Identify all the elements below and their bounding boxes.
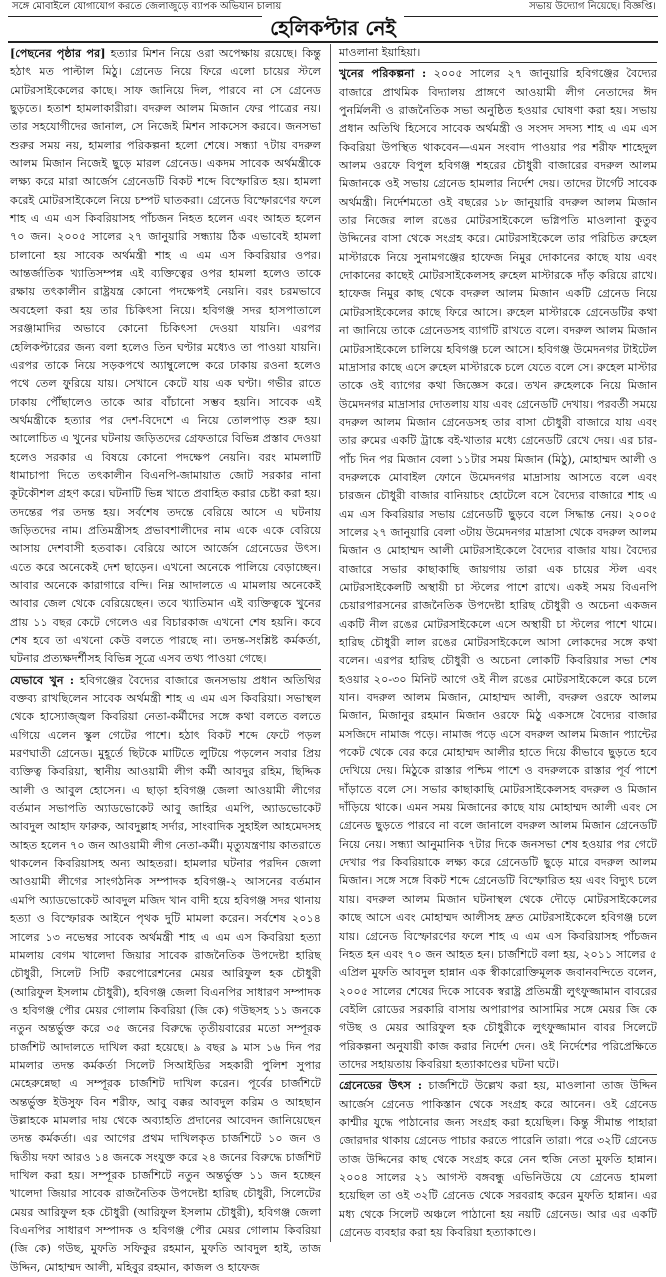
top-strip-right: সভায় উদ্যোগ নিয়েছে। বিজ্ঞপ্তি। (529, 1, 656, 12)
subheading-grenade-source: গ্রেনেডের উৎস : (339, 1078, 422, 1093)
paragraph-text: ২০০৫ সালের ২৭ জানুয়ারি হবিগঞ্জের বৈদ্যের বাজারে প্রাথমিক বিদ্যালয় প্রাঙ্গণে আওয়ামী লীগ নেতাদের ঈদ পুনর্মিলনী ও রাজনৈতিক সভা অনুষ্ঠিত হওয়ার ঘোষণা করা হয়। সভায় প্রধান অতিথি হিসেবে সাবেক অর্থমন্ত্রী ও সংসদ সদস্য শাহ এ এম এস কিবরিয়া উপস্থিত থাকবেন—এমন সংবাদ পাওয়ার পর শরীফ শাহেদুল আলম ওরফে বিপুল হবিগঞ্জ শহরের চৌধুরী বাজারের বদরুল আলম মিজানকে ওই সভায় গ্রেনেড হামলার নির্দেশ দেয়। তাদের টার্গেট সাবেক অর্থমন্ত্রী। নির্দেশমতো ওই বছরের ১৮ জানুয়ারি বদরুল আলম মিজান তার নিজের লাল রঙের মোটরসাইকেলে ভগ্নিপতি মাওলানা কুতুব উদ্দিনের বাসা থেকে সংগ্রহ করে। মোটরসাইকেলে তার পরিচিত রুহেল মাস্টারকে নিয়ে সুনামগঞ্জের হাফেজ নিমুর দোকানের কাছে যায় এবং দোকানের কাছেই মোটরসাইকেলসহ রুহেল মাস্টারকে দাঁড় করিয়ে রাখে। হাফেজ নিমুর কাছ থেকে বদরুল আলম মিজান একটি গ্রেনেড নিয়ে মোটরসাইকেলের কাছে ফিরে আসে। রুহেল মাস্টারকে গ্রেনেডটির কথা না জানিয়ে তাকে গ্রেনেডসহ ব্যাগটি রাখতে বলে। বদরুল আলম মিজান মোটরসাইকেলে চালিয়ে হবিগঞ্জ চলে আসে। হবিগঞ্জ উমেদনগর টাইটেল মাদ্রাসার কাছে এসে রুহেল মাস্টারকে চলে যেতে বলে সে। রুহেল মাস্টার তাকে ওই ব্যাগের কথা জিজ্ঞেস করে। তখন রুহেলকে নিয়ে মিজান উমেদনগর মাদ্রাসার দোতলায় যায় এবং গ্রেনেডটি দেখায়। পরবর্তী সময়ে বদরুল আলম মিজান গ্রেনেডসহ তার বাসা চৌধুরী বাজারে যায় এবং তার রুমের একটি ট্রাঙ্কে বই-খাতার মধ্যে গ্রেনেডটি রেখে দেয়। এর চার-পাঁচ দিন পর মিজান বেলা ১১টার সময় মিজান (মিঠু), মোহাম্মদ আলী ও বদরুলকে মোবাইল ফোনে উমেদনগর মাদ্রাসায় আসতে বলে এবং চারজন চৌধুরী বাজার বানিয়াচং হোটেলে বসে বৈদ্যের বাজারে শাহ এ এম এস কিবরিয়ার সভায় গ্রেনেডটি ছুড়বে বলে সিদ্ধান্ত নেয়। ২০০৫ সালের ২৭ জানুয়ারি বেলা ৩টায় উমেদনগর মাদ্রাসা থেকে বদরুল আলম মিজান ও মোহাম্মদ আলী মোটরসাইকেলে বৈদ্যের বাজার যায়। বৈদ্যের বাজারে সভার কাছাকাছি জায়গায় তারা এক চায়ের স্টল এবং মোটরসাইকেলটি অস্থায়ী চা স্টলের পাশে রাখে। একই সময় বিএনপি চেয়ারপারসনের রাজনৈতিক উপদেষ্টা হারিছ চৌধুরী ও অচেনা একজন একটি নীল রঙের মোটরসাইকেলে এসে অস্থায়ী চা স্টলের পাশে থামে। হারিছ চৌধুরী লাল রঙের মোটরসাইকেলে আসা লোকদের সঙ্গে কথা বলেন। এরপর হারিছ চৌধুরী ও অচেনা লোকটি কিবরিয়ার সভা শেষ হওয়ার ২০-৩০ মিনিট আগে ওই নীল রঙের মোটরসাইকেলে করে চলে যান। বদরুল আলম মিজান, মোহাম্মদ আলী, বদরুল ওরফে আলম মিজান, মিজানুর রহমান মিজান ওরফে মিঠু একসঙ্গে বৈদ্যের বাজার মসজিদে নামাজ পড়ে। নামাজ পড়ে এসে বদরুল আলম মিজান প্যান্টের পকেট থেকে বের করে মোহাম্মদ আলীর হাতে দিয়ে কীভাবে ছুড়তে হবে দেখিয়ে দেয়। মিঠুকে রাস্তার পশ্চিম পাশে ও বদরুলকে রাস্তার পূর্ব পাশে দাঁড়াতে বলে সে। সভার কাছাকাছি মোটরসাইকেলসহ বদরুল ও মিজান দাঁড়িয়ে থাকে। এমন সময় মিজানের কাছে যায় মোহাম্মদ আলী এবং সে গ্রেনেড ছুড়তে পারবে না বলে জানালে বদরুল আলম মিজান গ্রেনেডটি নিয়ে নেয়। সন্ধ্যা আনুমানিক ৭টার দিকে জনসভা শেষ হওয়ার পর গেটে দেখার পর কিবরিয়াকে লক্ষ্য করে গ্রেনেডটি ছুড়ে মারে বদরুল আলম মিজান। সঙ্গে সঙ্গে বিকট শব্দে গ্রেনেডটি বিস্ফোরিত হয় এবং বিদ্যুৎ চলে যায়। বদরুল আলম মিজান ঘটনাস্থল থেকে দৌড়ে মোটরসাইকেলের কাছে আসে এবং মোহাম্মদ আলীসহ দ্রুত মোটরসাইকেলে হবিগঞ্জ চলে যায়। গ্রেনেড বিস্ফোরণের ফলে শাহ এ এম এস কিবরিয়াসহ পাঁচজন নিহত হন এবং ৭০ জন আহত হন। চার্জশিটে বলা হয়, ২০১১ সালের ৫ এপ্রিল মুফতি আবদুল হান্নান এক স্বীকারোক্তিমূলক জবানবন্দিতে বলেন, ২০০৫ সালের শেষের দিকে সাবেক স্বরাষ্ট্র প্রতিমন্ত্রী লুৎফুজ্জামান বাবরের বেইলি রোডের সরকারি বাসায় অপারাপর আসামির সঙ্গে মেয়র জি কে গউছ ও মেয়র আরিফুল হক চৌধুরীকে লুৎফুজ্জামান বাবর সিলেটে পরিকল্পনা অনুযায়ী কাজ করার নির্দেশ দেন। ওই নির্দেশের পরিপ্রেক্ষিতে তাদের সহায়তায় কিবরিয়া হত্যাকাণ্ডের ঘটনা ঘটে। (339, 67, 657, 1071)
subheading-murder-plan: খুনের পরিকল্পনা : (339, 66, 427, 81)
headline (0, 15, 666, 41)
left-column (10, 44, 321, 1274)
top-strip-left: সঙ্গে মোবাইলে যোগাযোগ করতে জেলাজুড়ে ব্যাপক অভিযান চালায় (12, 1, 282, 12)
paragraph-carryover (339, 44, 657, 62)
top-strip (0, 0, 666, 14)
column-divider (330, 44, 331, 1242)
paragraph-text: চার্জশিটে উল্লেখ করা হয়, মাওলানা তাজ উদ্দিন আর্জেস গ্রেনেড পাকিস্তান থেকে সংগ্রহ করে আনেন। ওই গ্রেনেড কাশ্মীর যুদ্ধে পাঠানোর জন্য সংগ্রহ করা হয়েছিল। কিন্তু সীমান্ত পাহারা জোরদার থাকায় গ্রেনেড পাচার করতে পারেনি তারা। পরে ৩২টি গ্রেনেড তাজ উদ্দিনের কাছ থেকে সংগ্রহ করে নেন হুজি নেতা মুফতি হান্নান। ২০০৪ সালের ২১ আগস্ট বঙ্গবন্ধু এভিনিউয়ে যে গ্রেনেড হামলা হয়েছিল তা ওই ৩২টি গ্রেনেড থেকে সরবরাহ করেন মুফতি হান্নান। এর মধ্য থেকে সিলেট অঞ্চলে পাঠানো হয় নয়টি গ্রেনেড। আর এর একটি গ্রেনেড ব্যবহার করা হয় কিবরিয়া হত্যাকাণ্ডে। (339, 1079, 657, 1239)
paragraph-continued (10, 44, 321, 669)
paragraph-text: মাওলানা ইয়াহিয়া। (339, 46, 421, 59)
paragraph-grenade-source (339, 1074, 657, 1242)
paragraph-murder-plan (339, 62, 657, 1074)
subheading-how-killed: যেভাবে খুন : (10, 672, 74, 687)
headline-rule (8, 41, 658, 43)
paragraph-how-killed (10, 669, 321, 1277)
continued-marker: [পেছনের পৃষ্ঠার পর] (10, 46, 106, 60)
right-column (339, 44, 657, 1242)
paragraph-text: হবিগঞ্জের বৈদ্যের বাজারে জনসভায় প্রধান অতিথির বক্তব্য রাখছিলেন সাবেক অর্থমন্ত্রী শাহ এ এম এস কিবরিয়া। সভাস্থল থেকে হাস্যোজ্জ্বল কিবরিয়া নেতা-কর্মীদের সঙ্গে কথা বলতে বলতে এগিয়ে এলেন স্কুল গেটের পাশে। হঠাৎ বিকট শব্দে ফেটে পড়ল মরণঘাতী গ্রেনেড। মুহূর্তে ছিটকে মাটিতে লুটিয়ে পড়লেন সবার প্রিয় ব্যক্তিত্ব কিবরিয়া, স্থানীয় আওয়ামী লীগ কর্মী আবদুর রহিম, ছিদ্দিক আলী ও আবুল হোসেন। এ ছাড়া হবিগঞ্জ জেলা আওয়ামী লীগের বর্তমান সভাপতি অ্যাডভোকেট আবু জাহির এমপি, অ্যাডভোকেট আবদুল আহাদ ফারুক, আবদুল্লাহ সর্দার, সাংবাদিক সুহাইল আহমেদসহ আহত হলেন ৭০ জন আওয়ামী লীগ নেতা-কর্মী। মৃত্যুযন্ত্রণায় কাতরাতে থাকলেন কিবরিয়াসহ অন্য আহতরা। হামলার ঘটনার পরদিন জেলা আওয়ামী লীগের সাংগঠনিক সম্পাদক হবিগঞ্জ-২ আসনের বর্তমান এমপি অ্যাডভোকেট আবদুল মজিদ খান বাদী হয়ে হবিগঞ্জ সদর থানায় হত্যা ও বিস্ফোরক আইনে পৃথক দুটি মামলা করেন। সর্বশেষ ২০১৪ সালের ১৩ নভেম্বর সাবেক অর্থমন্ত্রী শাহ এ এম এস কিবরিয়া হত্যা মামলায় বেগম খালেদা জিয়ার সাবেক রাজনৈতিক উপদেষ্টা হারিছ চৌধুরী, সিলেট সিটি করপোরেশনের মেয়র আরিফুল হক চৌধুরী (আরিফুল ইসলাম চৌধুরী), হবিগঞ্জ জেলা বিএনপির সাধারণ সম্পাদক ও হবিগঞ্জ পৌর মেয়র গোলাম কিবরিয়া (জি কে) গউছসহ ১১ জনকে নতুন অন্তর্ভুক্ত করে ৩৫ জনের বিরুদ্ধে তৃতীয়বারের মতো সম্পূরক চার্জশিট আদালতে দাখিল করা হয়েছে। ৯ বছর ৯ মাস ১৬ দিন পর মামলার তদন্ত কর্মকর্তা সিলেট সিআইডির সহকারী পুলিশ সুপার মেহেরুন্নেছা এ সম্পূরক চার্জশিট দাখিল করেন। পূর্বের চার্জশিটে অন্তর্ভুক্ত ইউসুফ বিন শরীফ, আবু বক্কর আবদুল করিম ও আহছান উল্লাহকে মামলার দায় থেকে অব্যাহতি প্রদানের আবেদন জানিয়েছেন তদন্ত কর্মকর্তা। এর আগের প্রথম দাখিলকৃত চার্জশিটে ১০ জন ও দ্বিতীয় দফা আরও ১৪ জনকে সংযুক্ত করে ২৪ জনের বিরুদ্ধে চার্জশিট দাখিল করা হয়। সম্পূরক চার্জশিটে নতুন অন্তর্ভুক্ত ১১ জন হচ্ছেন খালেদা জিয়ার সাবেক রাজনৈতিক উপদেষ্টা হারিছ চৌধুরী, সিলেটের মেয়র আরিফুল হক চৌধুরী (আরিফুল ইসলাম চৌধুরী), হবিগঞ্জ জেলা বিএনপির সাধারণ সম্পাদক ও হবিগঞ্জ পৌর মেয়র গোলাম কিবরিয়া (জি কে) গউছ, মুফতি সফিকুর রহমান, মুফতি আবদুল হাই, তাজ উদ্দিন, মোহাম্মদ আলী, মহিবুর রহমান, কাজল ও হাফেজ (10, 673, 321, 1274)
headline-text: হেলিকপ্টার নেই (262, 16, 404, 40)
paragraph-text: হত্যার মিশন নিয়ে ওরা অপেক্ষায় রয়েছে। কিন্তু হঠাৎ মত পাল্টাল মিঠু। গ্রেনেড নিয়ে ফিরে এলো চায়ের স্টলে মোটরসাইকেলের কাছে। সাফ জানিয়ে দিল, পারবে না সে গ্রেনেড ছুড়তে। হতাশ হামলাকারীরা। বদরুল আলম মিজান ফের পাত্রের নয়। তার সহযোগীদের জানাল, সে নিজেই মিশন সাকসেস করবে। জনসভা শুরুর সময় নয়, হামলার পরিকল্পনা হলো শেষে। সন্ধ্যা ৭টায় বদরুল আলম মিজান নিজেই ছুড়ে মারল গ্রেনেড। একদম সাবেক অর্থমন্ত্রীকে লক্ষ্য করে মারা আর্জেস গ্রেনেডটি বিকট শব্দে বিস্ফোরিত হয়। হামলা করেই মোটরসাইকেলে নিয়ে চম্পট ঘাতকরা। গ্রেনেড বিস্ফোরণের ফলে শাহ এ এম এস কিবরিয়াসহ পাঁচজন নিহত হলেন এবং আহত হলেন ৭০ জন। ২০০৫ সালের ২৭ জানুয়ারি সন্ধ্যায় ঠিক এভাবেই হামলা চালানো হয় সাবেক অর্থমন্ত্রী শাহ এ এম এস কিবরিয়ার ওপর। আন্তর্জাতিক খ্যাতিসম্পন্ন এই ব্যক্তিত্বের ওপর হামলা হলেও তাকে রক্ষায় তৎকালীন রাষ্ট্রযন্ত্র কোনো পদক্ষেপই নেয়নি। বরং চরমভাবে অবহেলা করা হয় তার চিকিৎসা নিয়ে। হবিগঞ্জ সদর হাসপাতালে সরঞ্জামাদির অভাবে কোনো চিকিৎসা দেওয়া যায়নি। এরপর হেলিকপ্টারের জন্য বলা হলেও তিন ঘণ্টার মধ্যেও তা পাওয়া যায়নি। এরপর তাকে নিয়ে সড়কপথে অ্যাম্বুলেন্সে করে ঢাকায় রওনা হলেও পথে তেল ফুরিয়ে যায়। সেখানে কেটে যায় এক ঘণ্টা। গভীর রাতে ঢাকায় পৌঁছালেও তাকে আর বাঁচানো সম্ভব হয়নি। সাবেক এই অর্থমন্ত্রীকে হত্যার পর দেশ-বিদেশে এ নিয়ে তোলপাড় শুরু হয়। আলোচিত এ খুনের ঘটনায় জড়িতদের গ্রেফতারে বিভিন্ন প্রস্তাব দেওয়া হলেও সরকার এ বিষয়ে কোনো পদক্ষেপ নেয়নি। বরং মামলাটি ধামাচাপা দিতে তৎকালীন বিএনপি-জামায়াত জোট সরকার নানা কূটকৌশল গ্রহণ করে। ঘটনাটি ভিন্ন খাতে প্রবাহিত করার চেষ্টা করা হয়। তদন্তের পর তদন্ত হয়। সর্বশেষ তদন্তে বেরিয়ে আসে এ ঘটনায় জড়িতদের নাম। প্রতিমন্ত্রীসহ প্রভাবশালীদের নাম একে একে বেরিয়ে আসায় দেশবাসী হতবাক। বেরিয়ে আসে আর্জেস গ্রেনেডের উৎস। এতে করে অনেকেই দেশ ছাড়েন। এখনো অনেকে পালিয়ে বেড়াচ্ছেন। আবার অনেকে কারাগারে বন্দি। নিম্ন আদালতে এ মামলায় অনেকেই আবার জেল থেকে বেরিয়েছেন। তবে খ্যাতিমান এই ব্যক্তিত্বকে খুনের প্রায় ১১ বছর কেটে গেলেও এর বিচারকাজ এখনো শেষ হয়নি। কবে শেষ হবে তা এখনো কেউ বলতে পারছে না। তদন্ত-সংশ্লিষ্ট কর্মকর্তা, ঘটনার প্রত্যক্ষদর্শীসহ বিভিন্ন সূত্রে এসব তথ্য পাওয়া গেছে। (10, 47, 321, 666)
